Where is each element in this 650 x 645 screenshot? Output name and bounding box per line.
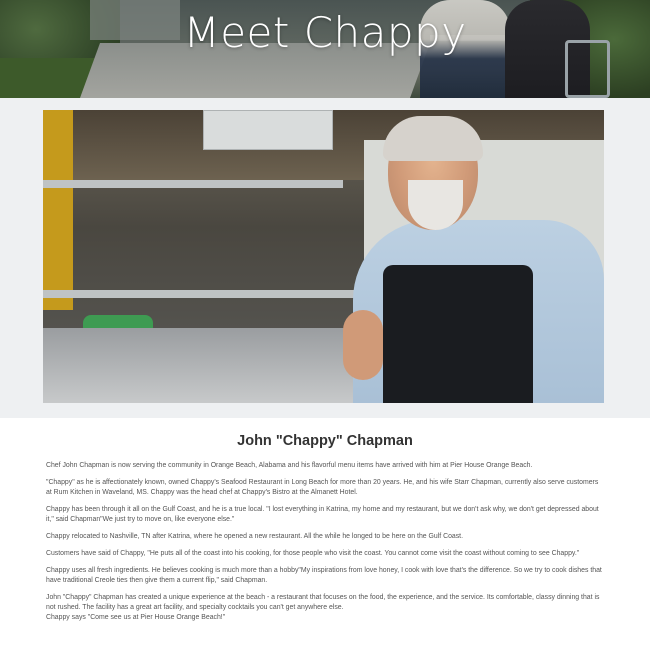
photo-pole [43, 110, 73, 310]
photo-shelf-top [43, 180, 343, 188]
bio-content [0, 433, 650, 623]
photo-section [0, 98, 650, 418]
photo-microwave [203, 110, 333, 150]
bio-paragraph: Chef John Chapman is now serving the community in Orange Beach, Alabama and his flavorful menu items have arrived with him at Pier House Orange Beach. [46, 462, 533, 469]
photo-shelf-bottom [43, 290, 363, 298]
hero-banner [0, 0, 650, 98]
bio-paragraph: Chappy relocated to Nashville, TN after Katrina, where he opened a new restaurant. All the while he longed to be here on the Gulf Coast. [46, 533, 464, 540]
photo-chef-arm [343, 310, 383, 380]
photo-chef-apron [383, 265, 533, 403]
bio-paragraph: Chappy uses all fresh ingredients. He believes cooking is much more than a hobby"My inspirations from love honey, I cook with love that's the difference. So we try to cook dishes that have traditional Creole ties then give them a current flip," said Chapman. [46, 567, 602, 584]
page-title: Meet Chappy [183, 8, 467, 57]
chef-photo [43, 110, 604, 403]
bio-paragraph: Customers have said of Chappy, "He puts all of the coast into his cooking, for those people who visit the coast. You cannot come visit the coast without coming to see Chappy." [46, 550, 580, 557]
bio-paragraph: Chappy has been through it all on the Gulf Coast, and he is a true local. "I lost everything in Katrina, my home and my restaurant, but we don't ask why, we don't get depressed about it," said Chapman"We just try to move on, like everyone else." [46, 506, 599, 523]
chef-name-heading: John "Chappy" Chapman [237, 433, 413, 449]
bio-paragraph: "Chappy" as he is affectionately known, owned Chappy's Seafood Restaurant in Long Beach for more than 20 years. He, and his wife Starr Chapman, currently also serve customers at Rum Kitchen in Waveland, MS. Chappy was the head chef at Chappy's Bistro at the Almanett Hotel. [46, 479, 599, 496]
photo-chef-hair [383, 116, 483, 161]
bio-paragraph: Chappy says "Come see us at Pier House Orange Beach!" [46, 614, 226, 621]
bio-paragraph: John "Chappy" Chapman has created a unique experience at the beach - a restaurant that focuses on the food, the experience, and the service. Its comfortable, classy dinning that is not rushed. The facility has a great art facility, and specialty cocktails you can't get anywhere else. [46, 594, 600, 611]
